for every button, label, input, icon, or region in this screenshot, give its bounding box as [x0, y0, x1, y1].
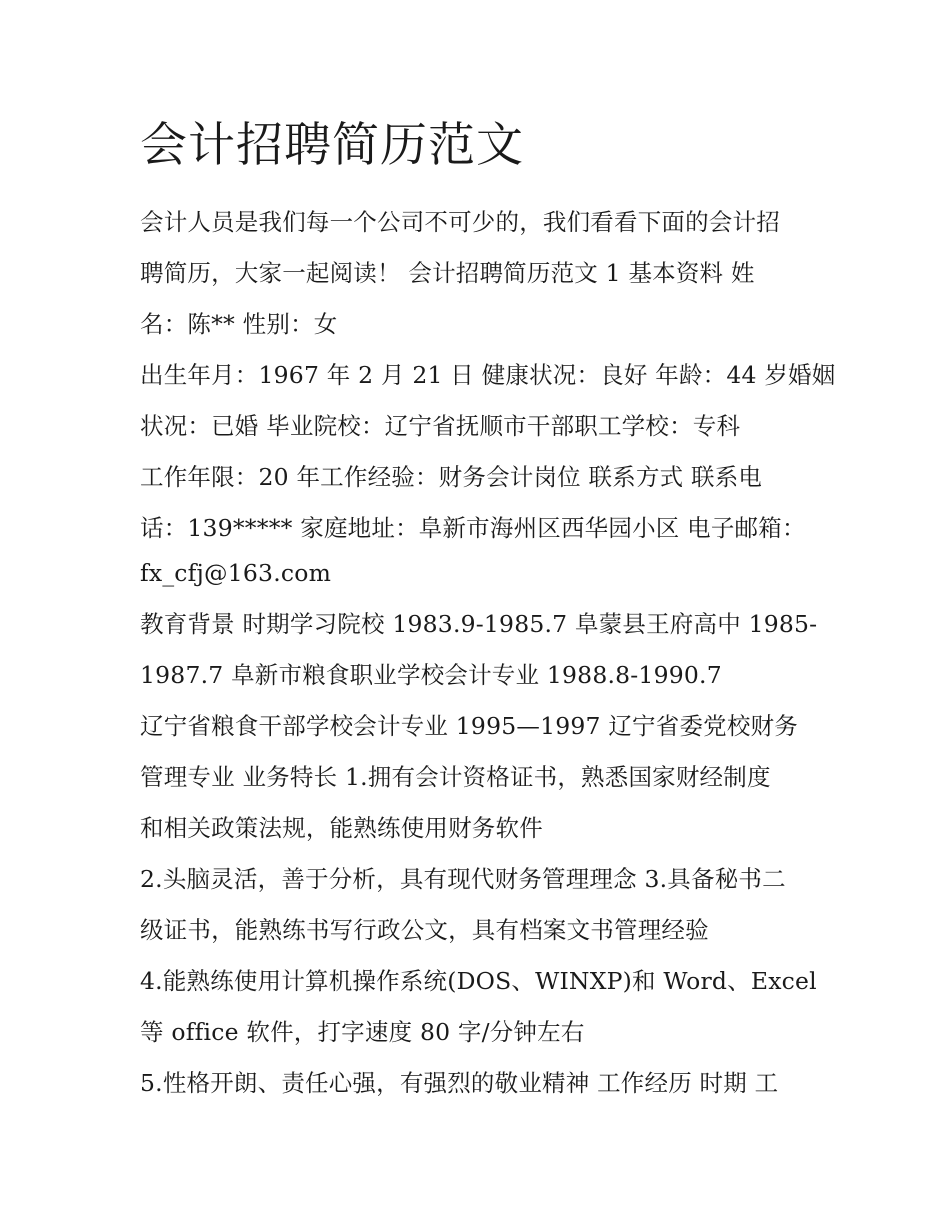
- body-line: 聘简历，大家一起阅读！ 会计招聘简历范文 1 基本资料 姓: [140, 259, 755, 287]
- body-line: 名：陈** 性别：女: [140, 310, 338, 338]
- body-line: 和相关政策法规，能熟练使用财务软件: [140, 814, 543, 842]
- body-line: 话：139***** 家庭地址：阜新市海州区西华园小区 电子邮箱：: [140, 514, 806, 542]
- body-line: 会计人员是我们每一个公司不可少的，我们看看下面的会计招: [140, 208, 780, 236]
- body-line: 4.能熟练使用计算机操作系统(DOS、WINXP)和 Word、Excel: [140, 967, 817, 995]
- body-line: 教育背景 时期学习院校 1983.9-1985.7 阜蒙县王府高中 1985-: [140, 610, 818, 638]
- body-line: 1987.7 阜新市粮食职业学校会计专业 1988.8-1990.7: [140, 661, 722, 689]
- body-line: 工作年限：20 年工作经验：财务会计岗位 联系方式 联系电: [140, 463, 763, 491]
- body-line: 级证书，能熟练书写行政公文，具有档案文书管理经验: [140, 916, 709, 944]
- body-line: 状况：已婚 毕业院校：辽宁省抚顺市干部职工学校：专科: [140, 412, 741, 440]
- email-line: fx_cfj@163.com: [140, 559, 332, 587]
- body-line: 辽宁省粮食干部学校会计专业 1995—1997 辽宁省委党校财务: [140, 712, 798, 740]
- body-line: 5.性格开朗、责任心强，有强烈的敬业精神 工作经历 时期 工: [140, 1069, 779, 1097]
- body-line: 等 office 软件，打字速度 80 字/分钟左右: [140, 1018, 585, 1046]
- body-line: 2.头脑灵活，善于分析，具有现代财务管理理念 3.具备秘书二: [140, 865, 786, 893]
- document-body: [140, 197, 836, 1109]
- body-line: 出生年月：1967 年 2 月 21 日 健康状况：良好 年龄：44 岁婚姻: [140, 361, 836, 389]
- document-title: 会计招聘简历范文: [140, 118, 524, 173]
- body-line: 管理专业 业务特长 1.拥有会计资格证书，熟悉国家财经制度: [140, 763, 771, 791]
